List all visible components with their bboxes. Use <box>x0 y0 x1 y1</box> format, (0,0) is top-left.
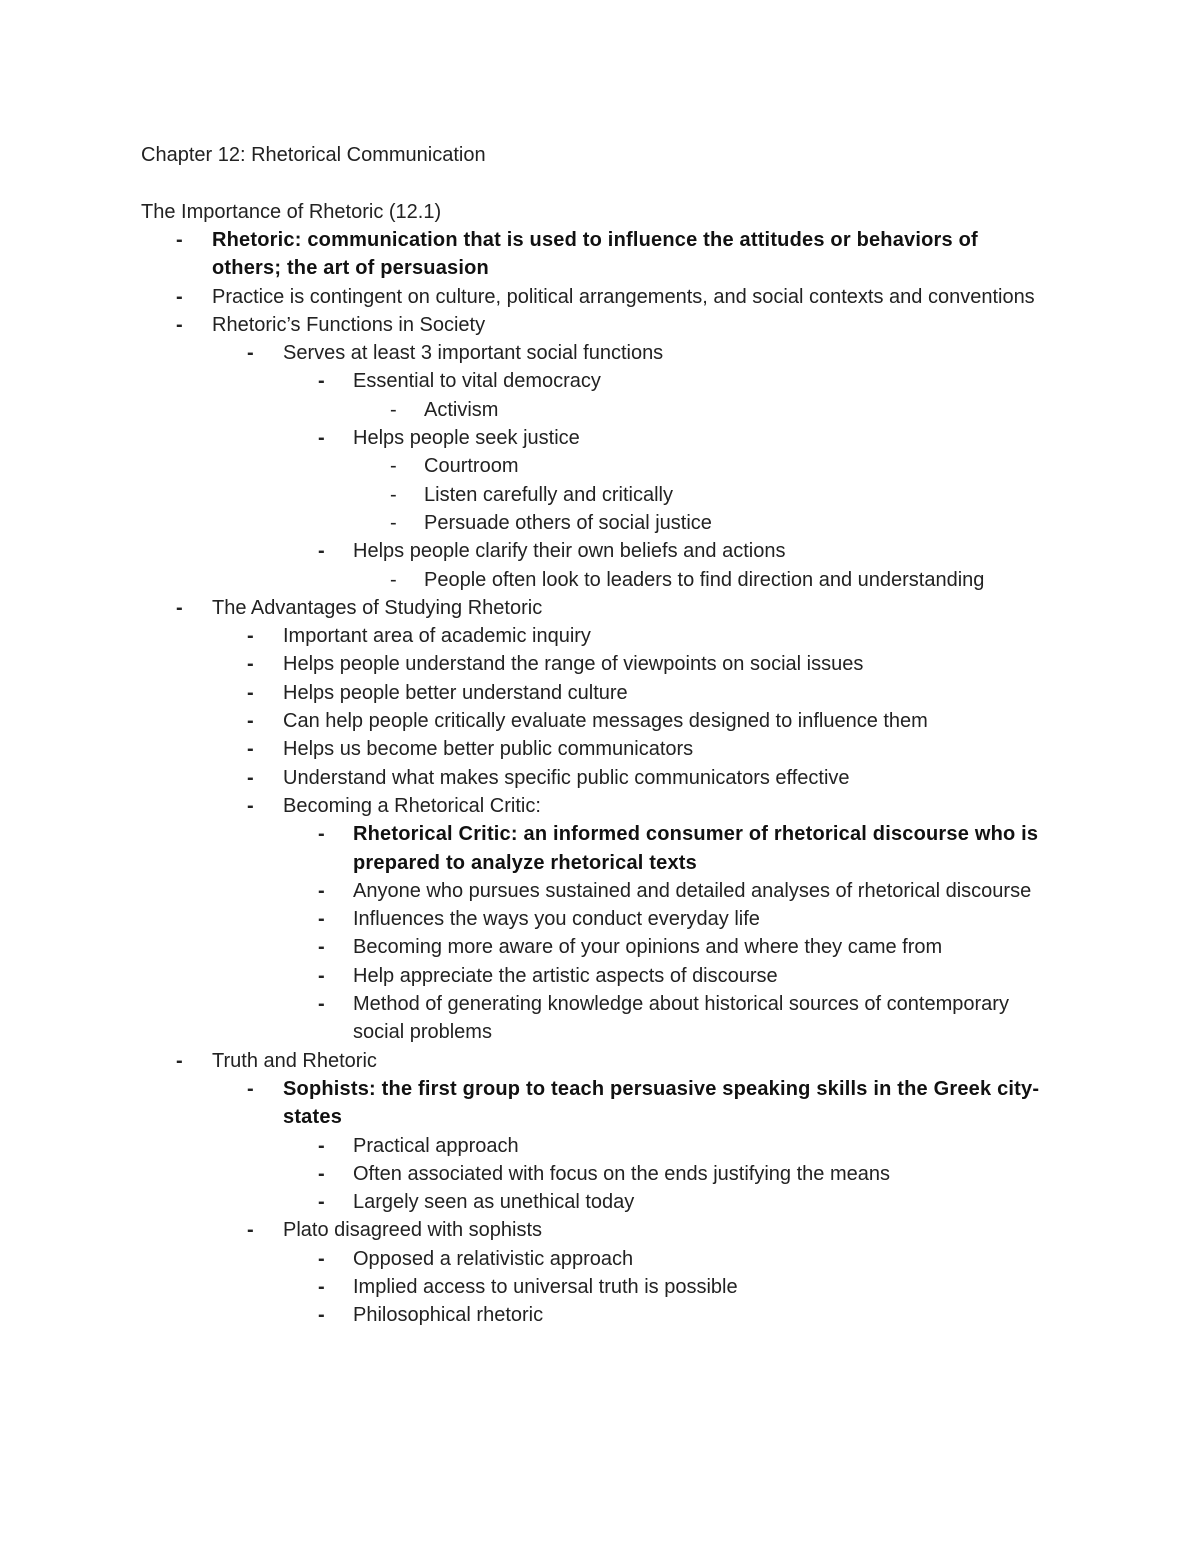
bullet-dash: - <box>318 1134 325 1157</box>
list-item-text: Truth and Rhetoric <box>212 1049 377 1072</box>
list-item-text: Helps people understand the range of viewpoints on social issues <box>283 653 864 676</box>
bullet-dash: - <box>390 398 397 421</box>
page-title: Chapter 12: Rhetorical Communication <box>141 144 486 166</box>
bullet-dash: - <box>247 794 254 817</box>
bullet-dash: - <box>318 1247 325 1270</box>
list-item <box>0 509 1060 537</box>
list-item-text: Rhetoric’s Functions in Society <box>212 313 486 336</box>
bullet-dash: - <box>247 342 254 365</box>
list-item <box>0 1132 1060 1160</box>
list-item-text: The Advantages of Studying Rhetoric <box>212 596 543 619</box>
list-item <box>0 311 1040 339</box>
list-item <box>0 566 1060 594</box>
list-item-text: Can help people critically evaluate messages designed to influence them <box>283 710 928 733</box>
list-item-text: Helps people better understand culture <box>283 681 628 704</box>
bullet-dash: - <box>318 1304 325 1327</box>
list-item <box>0 905 1060 933</box>
list-item <box>0 1216 1040 1244</box>
list-item <box>0 481 1060 509</box>
list-item-text: People often look to leaders to find direction and understanding <box>424 568 985 591</box>
list-item-text: Plato disagreed with sophists <box>283 1219 543 1242</box>
list-item <box>0 1245 1060 1273</box>
list-item <box>0 792 1040 820</box>
list-item <box>0 1047 1040 1075</box>
list-item <box>0 1273 1060 1301</box>
list-item <box>0 1160 1060 1188</box>
bullet-dash: - <box>176 285 183 308</box>
bullet-dash: - <box>176 313 183 336</box>
list-item-text: Anyone who pursues sustained and detailed analyses of rhetorical discourse <box>353 879 1032 902</box>
list-item-text: Becoming a Rhetorical Critic: <box>283 794 541 817</box>
bullet-dash: - <box>318 1162 325 1185</box>
bullet-dash: - <box>318 1275 325 1298</box>
list-item-text: Persuade others of social justice <box>424 511 712 534</box>
list-item <box>0 1301 1060 1329</box>
bullet-dash: - <box>390 568 397 591</box>
list-item <box>0 283 1040 311</box>
list-item-text: Important area of academic inquiry <box>283 625 591 648</box>
bullet-dash: - <box>247 653 254 676</box>
bullet-dash: - <box>247 1077 254 1100</box>
list-item-text: Becoming more aware of your opinions and where they came from <box>353 936 943 959</box>
bullet-dash: - <box>318 908 325 931</box>
list-item <box>0 877 1060 905</box>
bullet-dash: - <box>247 681 254 704</box>
list-item <box>0 594 1040 622</box>
bullet-dash: - <box>390 483 397 506</box>
list-item-text: Essential to vital democracy <box>353 370 601 393</box>
list-item <box>0 820 1060 877</box>
bullet-dash: - <box>318 1191 325 1214</box>
list-item <box>0 339 1040 367</box>
bullet-dash: - <box>390 455 397 478</box>
bullet-dash: - <box>318 370 325 393</box>
list-item <box>0 650 1040 678</box>
list-item-text: Philosophical rhetoric <box>353 1304 544 1327</box>
list-item-text: Listen carefully and critically <box>424 483 673 506</box>
bullet-dash: - <box>247 766 254 789</box>
list-item <box>0 622 1040 650</box>
list-item-text: Influences the ways you conduct everyday life <box>353 908 760 931</box>
list-item-text: Often associated with focus on the ends justifying the means <box>353 1162 890 1185</box>
list-item <box>0 452 1060 480</box>
outline-list <box>0 226 1060 1330</box>
list-item-text: Rhetorical Critic: an informed consumer of rhetorical discourse who is prepared to analyze rhetorical texts <box>353 823 1039 874</box>
bullet-dash: - <box>318 993 325 1016</box>
bullet-dash: - <box>318 823 325 846</box>
list-item <box>0 226 1040 283</box>
list-item-text: Implied access to universal truth is possible <box>353 1275 738 1298</box>
bullet-dash: - <box>318 540 325 563</box>
list-item-text: Largely seen as unethical today <box>353 1191 635 1214</box>
list-item-text: Practice is contingent on culture, political arrangements, and social contexts and conventions <box>212 285 1035 308</box>
bullet-dash: - <box>318 427 325 450</box>
list-item-text: Practical approach <box>353 1134 519 1157</box>
list-item-text: Opposed a relativistic approach <box>353 1247 634 1270</box>
list-item-text: Activism <box>424 398 499 421</box>
list-item <box>0 735 1040 763</box>
bullet-dash: - <box>318 879 325 902</box>
list-item-text: Sophists: the first group to teach persuasive speaking skills in the Greek city-states <box>283 1077 1040 1129</box>
list-item <box>0 1075 1040 1132</box>
section-heading: The Importance of Rhetoric (12.1) <box>141 201 442 223</box>
bullet-dash: - <box>318 936 325 959</box>
bullet-dash: - <box>247 738 254 761</box>
list-item <box>0 1188 1060 1216</box>
list-item-text: Helps us become better public communicators <box>283 738 694 761</box>
list-item <box>0 962 1060 990</box>
list-item <box>0 537 1060 565</box>
list-item <box>0 396 1060 424</box>
list-item <box>0 933 1060 961</box>
list-item <box>0 990 1060 1047</box>
list-item <box>0 367 1060 395</box>
list-item <box>0 679 1040 707</box>
list-item-text: Method of generating knowledge about historical sources of contemporary social problems <box>353 993 1009 1044</box>
list-item <box>0 707 1040 735</box>
list-item-text: Helps people clarify their own beliefs and actions <box>353 540 786 563</box>
bullet-dash: - <box>176 1049 183 1072</box>
list-item-text: Courtroom <box>424 455 519 478</box>
bullet-dash: - <box>247 625 254 648</box>
list-item-text: Help appreciate the artistic aspects of discourse <box>353 964 778 987</box>
list-item-text: Helps people seek justice <box>353 427 580 450</box>
bullet-dash: - <box>390 511 397 534</box>
list-item-text: Understand what makes specific public communicators effective <box>283 766 850 789</box>
bullet-dash: - <box>176 596 183 619</box>
list-item-text: Serves at least 3 important social functions <box>283 342 664 365</box>
list-item <box>0 764 1040 792</box>
bullet-dash: - <box>247 710 254 733</box>
list-item <box>0 424 1060 452</box>
bullet-dash: - <box>247 1219 254 1242</box>
list-item-text: Rhetoric: communication that is used to influence the attitudes or behaviors of others; the art of persuasion <box>212 229 978 280</box>
bullet-dash: - <box>176 229 183 251</box>
bullet-dash: - <box>318 964 325 987</box>
